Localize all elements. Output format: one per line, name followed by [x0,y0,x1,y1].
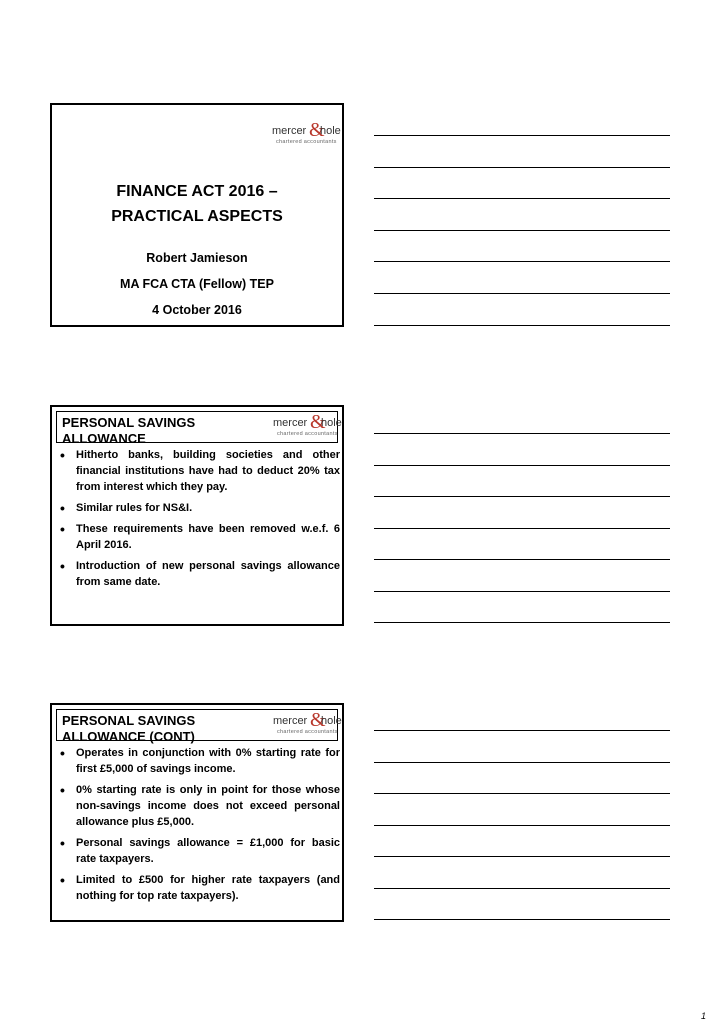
slide-3-heading: PERSONAL SAVINGS ALLOWANCE (CONT) [62,713,196,744]
page-number: 1 [700,1011,706,1021]
author-name: Robert Jamieson [146,251,248,265]
note-line [374,762,670,763]
note-line [374,433,670,434]
slide-3-bullet-list [58,745,340,909]
note-line [374,793,670,794]
slide-2-heading-box [56,411,342,446]
mercer-hole-logo: mercer & hole chartered accountants [273,411,342,437]
bullet-item: • Limited to £500 for higher rate taxpayers (and nothing for top rate taxpayers). [60,872,340,902]
slide-2-bullet-list [58,447,340,595]
note-line [374,591,670,592]
bullet-item: • These requirements have been removed w.e.f. 6 April 2016. [60,521,340,551]
note-line [374,230,670,231]
slide-3-heading-box [56,709,342,744]
bullet-item: • Operates in conjunction with 0% starting rate for first £5,000 of savings income. [60,745,340,775]
slide-1-title-line-1: FINANCE ACT 2016 – [116,183,278,200]
bullet-item: • Personal savings allowance = £1,000 for basic rate taxpayers. [60,835,340,865]
note-line [374,261,670,262]
bullet-item: • 0% starting rate is only in point for those whose non-savings income does not exceed personal allowance plus £5,000. [60,782,340,828]
note-line [374,856,670,857]
note-line [374,528,670,529]
slide-2-heading: PERSONAL SAVINGS ALLOWANCE [62,415,196,446]
author-credentials: MA FCA CTA (Fellow) TEP [120,277,274,291]
mercer-hole-logo: mercer & hole chartered accountants [272,119,341,145]
slide-1 [50,103,344,327]
note-line [374,559,670,560]
note-line [374,293,670,294]
bullet-item: • Introduction of new personal savings allowance from same date. [60,558,340,588]
bullet-item: • Similar rules for NS&I. [60,500,193,516]
note-line [374,325,670,326]
note-line [374,496,670,497]
bullet-item: • Hitherto banks, building societies and other financial institutions have had to deduct 20% tax from interest which they pay. [60,447,340,493]
note-line [374,825,670,826]
slide-1-title-line-2: PRACTICAL ASPECTS [111,208,283,225]
note-line [374,465,670,466]
note-line [374,888,670,889]
presentation-date: 4 October 2016 [152,303,242,317]
note-line [374,919,670,920]
slide-2 [50,405,344,626]
mercer-hole-logo: mercer & hole chartered accountants [273,709,342,735]
slide-3 [50,703,344,922]
note-line [374,730,670,731]
note-line [374,198,670,199]
note-line [374,167,670,168]
note-line [374,135,670,136]
note-line [374,622,670,623]
